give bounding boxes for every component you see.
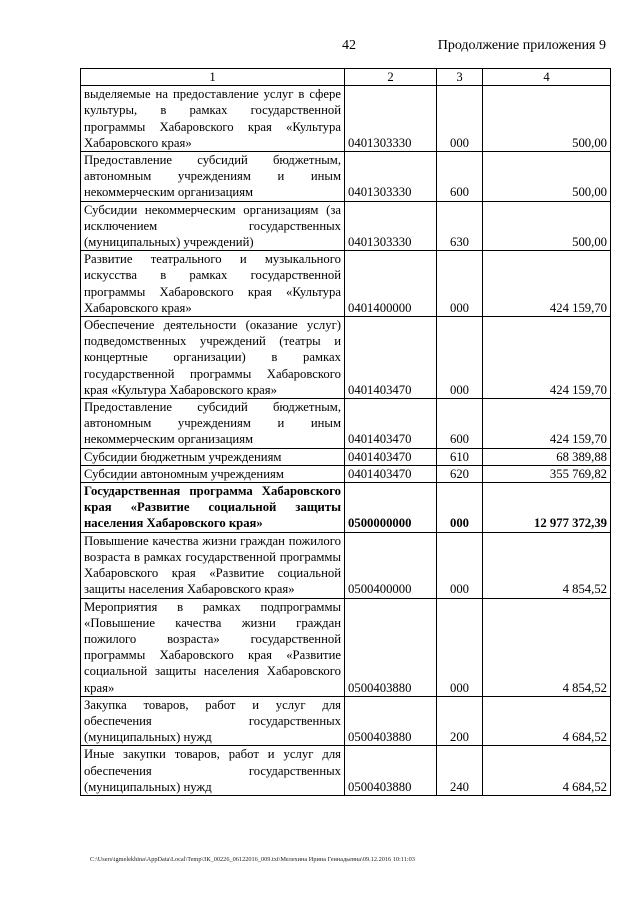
row-description: Предоставление субсидий бюджетным, автономным учреждениям и иным некоммерческим организациям [81, 152, 345, 202]
row-description: Мероприятия в рамках подпрограммы «Повышение качества жизни граждан пожилого возраста» государственной программы Хабаровского края «Развитие социальной защиты населения Хабаровского края» [81, 598, 345, 696]
budget-table [80, 68, 611, 796]
row-expense-type: 000 [437, 483, 483, 533]
row-amount: 500,00 [483, 86, 611, 152]
row-target-code: 0500403880 [345, 746, 437, 796]
table-row [81, 251, 611, 317]
table-row [81, 86, 611, 152]
column-header-2: 2 [345, 69, 437, 86]
row-expense-type: 600 [437, 152, 483, 202]
footer-file-path: C:\Users\igmelekhina\AppData\Local\Temp\ЗК_00226_06122016_009.txt\Мелехина Ирина Геннадьевна\09.12.2016 10:11:03 [90, 856, 415, 863]
row-expense-type: 000 [437, 532, 483, 598]
row-amount: 424 159,70 [483, 251, 611, 317]
table-row [81, 201, 611, 251]
column-number-row [81, 69, 611, 86]
row-amount: 4 854,52 [483, 598, 611, 696]
row-target-code: 0401403470 [345, 317, 437, 399]
row-target-code: 0500403880 [345, 696, 437, 746]
row-amount: 424 159,70 [483, 399, 611, 449]
row-expense-type: 000 [437, 86, 483, 152]
row-amount: 500,00 [483, 152, 611, 202]
table-row [81, 465, 611, 482]
table-row [81, 483, 611, 533]
table-row [81, 448, 611, 465]
row-target-code: 0401403470 [345, 399, 437, 449]
table-row [81, 152, 611, 202]
table-row [81, 696, 611, 746]
row-amount: 355 769,82 [483, 465, 611, 482]
row-amount: 500,00 [483, 201, 611, 251]
row-target-code: 0401400000 [345, 251, 437, 317]
row-expense-type: 000 [437, 251, 483, 317]
row-description: Субсидии бюджетным учреждениям [81, 448, 345, 465]
row-target-code: 0401303330 [345, 201, 437, 251]
row-expense-type: 610 [437, 448, 483, 465]
row-amount: 4 684,52 [483, 746, 611, 796]
row-description: Государственная программа Хабаровского края «Развитие социальной защиты населения Хабаровского края» [81, 483, 345, 533]
table-row [81, 399, 611, 449]
row-description: выделяемые на предоставление услуг в сфере культуры, в рамках государственной программы Хабаровского края «Культура Хабаровского края» [81, 86, 345, 152]
row-expense-type: 240 [437, 746, 483, 796]
page-number: 42 [342, 38, 356, 53]
row-description: Развитие театрального и музыкального искусства в рамках государственной программы Хабаровского края «Культура Хабаровского края» [81, 251, 345, 317]
table-row [81, 317, 611, 399]
row-target-code: 0401303330 [345, 86, 437, 152]
table-row [81, 746, 611, 796]
column-header-4: 4 [483, 69, 611, 86]
row-amount: 424 159,70 [483, 317, 611, 399]
row-description: Повышение качества жизни граждан пожилого возраста в рамках государственной программы Хабаровского края «Развитие социальной защиты населения Хабаровского края» [81, 532, 345, 598]
table-row [81, 598, 611, 696]
row-expense-type: 620 [437, 465, 483, 482]
row-description: Иные закупки товаров, работ и услуг для обеспечения государственных (муниципальных) нужд [81, 746, 345, 796]
row-description: Субсидии некоммерческим организациям (за исключением государственных (муниципальных) учреждений) [81, 201, 345, 251]
row-amount: 68 389,88 [483, 448, 611, 465]
row-target-code: 0401403470 [345, 448, 437, 465]
row-description: Субсидии автономным учреждениям [81, 465, 345, 482]
row-description: Обеспечение деятельности (оказание услуг) подведомственных учреждений (театры и концертные организации) в рамках государственной программы Хабаровского края «Культура Хабаровского края» [81, 317, 345, 399]
row-expense-type: 000 [437, 598, 483, 696]
row-description: Закупка товаров, работ и услуг для обеспечения государственных (муниципальных) нужд [81, 696, 345, 746]
row-description: Предоставление субсидий бюджетным, автономным учреждениям и иным некоммерческим организациям [81, 399, 345, 449]
table-row [81, 532, 611, 598]
row-target-code: 0500400000 [345, 532, 437, 598]
row-target-code: 0500000000 [345, 483, 437, 533]
row-expense-type: 200 [437, 696, 483, 746]
row-target-code: 0401303330 [345, 152, 437, 202]
row-expense-type: 000 [437, 317, 483, 399]
row-amount: 4 684,52 [483, 696, 611, 746]
row-target-code: 0401403470 [345, 465, 437, 482]
row-expense-type: 600 [437, 399, 483, 449]
row-target-code: 0500403880 [345, 598, 437, 696]
row-amount: 4 854,52 [483, 532, 611, 598]
row-expense-type: 630 [437, 201, 483, 251]
appendix-continuation-note: Продолжение приложения 9 [437, 38, 606, 53]
row-amount: 12 977 372,39 [483, 483, 611, 533]
column-header-1: 1 [81, 69, 345, 86]
column-header-3: 3 [437, 69, 483, 86]
